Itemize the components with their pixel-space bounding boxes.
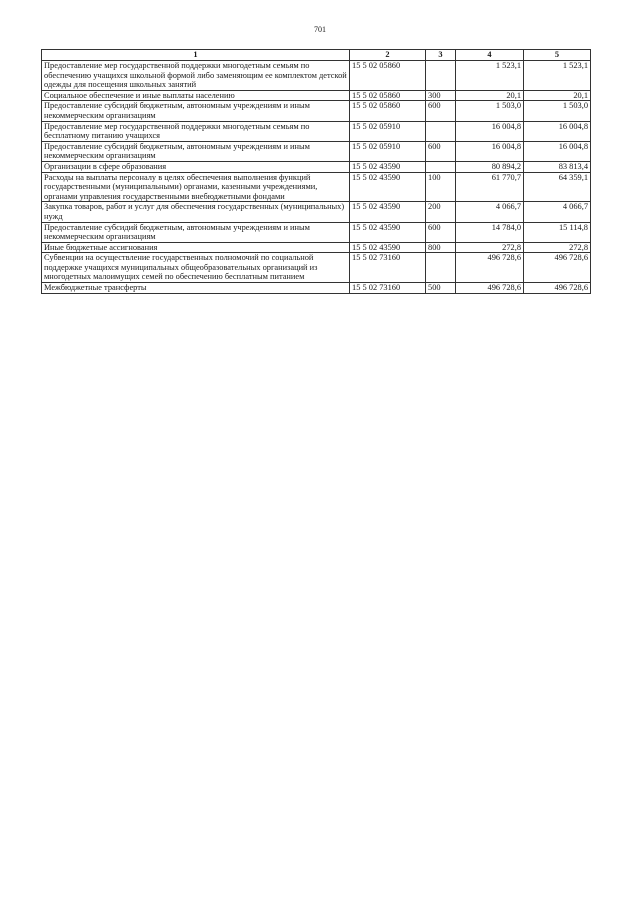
row-value-2: 1 503,0 bbox=[524, 101, 591, 121]
row-code: 15 5 02 73160 bbox=[350, 253, 426, 283]
row-value-1: 16 004,8 bbox=[456, 121, 524, 141]
row-name: Предоставление субсидий бюджетным, автономным учреждениям и иным некоммерческим организациям bbox=[42, 141, 350, 161]
row-code: 15 5 02 05910 bbox=[350, 141, 426, 161]
table-row bbox=[42, 283, 591, 294]
row-type bbox=[426, 161, 456, 172]
row-value-2: 64 359,1 bbox=[524, 172, 591, 202]
row-type: 200 bbox=[426, 202, 456, 222]
row-value-2: 83 813,4 bbox=[524, 161, 591, 172]
header-row bbox=[42, 50, 591, 61]
row-value-2: 496 728,6 bbox=[524, 253, 591, 283]
row-type: 600 bbox=[426, 101, 456, 121]
row-name: Межбюджетные трансферты bbox=[42, 283, 350, 294]
row-name: Социальное обеспечение и иные выплаты населению bbox=[42, 90, 350, 101]
table-row bbox=[42, 222, 591, 242]
row-name: Предоставление субсидий бюджетным, автономным учреждениям и иным некоммерческим организациям bbox=[42, 101, 350, 121]
row-code: 15 5 02 43590 bbox=[350, 242, 426, 253]
row-type bbox=[426, 253, 456, 283]
row-value-1: 80 894,2 bbox=[456, 161, 524, 172]
row-type: 100 bbox=[426, 172, 456, 202]
row-type: 800 bbox=[426, 242, 456, 253]
row-value-2: 4 066,7 bbox=[524, 202, 591, 222]
row-name: Субвенции на осуществление государственных полномочий по социальной поддержке учащихся муниципальных общеобразовательных организаций из многодетных малоимущих семей по обеспечению бесплатным питанием bbox=[42, 253, 350, 283]
row-name: Предоставление субсидий бюджетным, автономным учреждениям и иным некоммерческим организациям bbox=[42, 222, 350, 242]
row-value-1: 20,1 bbox=[456, 90, 524, 101]
row-name: Организации в сфере образования bbox=[42, 161, 350, 172]
table-row bbox=[42, 242, 591, 253]
table-row bbox=[42, 90, 591, 101]
table-row bbox=[42, 172, 591, 202]
budget-table bbox=[41, 49, 591, 294]
row-value-1: 14 784,0 bbox=[456, 222, 524, 242]
table-row bbox=[42, 121, 591, 141]
row-code: 15 5 02 43590 bbox=[350, 161, 426, 172]
table-row bbox=[42, 61, 591, 91]
header-col-2: 2 bbox=[350, 50, 426, 61]
row-value-2: 20,1 bbox=[524, 90, 591, 101]
row-value-1: 272,8 bbox=[456, 242, 524, 253]
page-number: 701 bbox=[314, 25, 326, 34]
row-name: Закупка товаров, работ и услуг для обеспечения государственных (муниципальных) нужд bbox=[42, 202, 350, 222]
header-col-5: 5 bbox=[524, 50, 591, 61]
row-name: Предоставление мер государственной поддержки многодетным семьям по бесплатному питанию учащихся bbox=[42, 121, 350, 141]
row-code: 15 5 02 05860 bbox=[350, 101, 426, 121]
row-code: 15 5 02 05860 bbox=[350, 61, 426, 91]
header-col-3: 3 bbox=[426, 50, 456, 61]
row-code: 15 5 02 05860 bbox=[350, 90, 426, 101]
header-col-4: 4 bbox=[456, 50, 524, 61]
row-type: 600 bbox=[426, 222, 456, 242]
row-value-2: 272,8 bbox=[524, 242, 591, 253]
row-code: 15 5 02 05910 bbox=[350, 121, 426, 141]
table-row bbox=[42, 141, 591, 161]
row-value-1: 496 728,6 bbox=[456, 253, 524, 283]
row-type: 500 bbox=[426, 283, 456, 294]
table-row bbox=[42, 202, 591, 222]
row-name: Расходы на выплаты персоналу в целях обеспечения выполнения функций государственными (муниципальными) органами, казенными учреждениями, органами управления государственными внебюджетными фондами bbox=[42, 172, 350, 202]
row-type: 300 bbox=[426, 90, 456, 101]
row-name: Иные бюджетные ассигнования bbox=[42, 242, 350, 253]
row-value-1: 4 066,7 bbox=[456, 202, 524, 222]
row-type: 600 bbox=[426, 141, 456, 161]
row-code: 15 5 02 73160 bbox=[350, 283, 426, 294]
row-code: 15 5 02 43590 bbox=[350, 222, 426, 242]
row-value-1: 496 728,6 bbox=[456, 283, 524, 294]
row-code: 15 5 02 43590 bbox=[350, 172, 426, 202]
row-name: Предоставление мер государственной поддержки многодетным семьям по обеспечению учащихся школьной формой либо заменяющим ее комплектом детской одежды для посещения школьных занятий bbox=[42, 61, 350, 91]
table-row bbox=[42, 101, 591, 121]
row-value-2: 16 004,8 bbox=[524, 141, 591, 161]
row-type bbox=[426, 121, 456, 141]
row-value-2: 1 523,1 bbox=[524, 61, 591, 91]
row-code: 15 5 02 43590 bbox=[350, 202, 426, 222]
row-value-2: 496 728,6 bbox=[524, 283, 591, 294]
header-col-1: 1 bbox=[42, 50, 350, 61]
row-value-1: 1 503,0 bbox=[456, 101, 524, 121]
row-value-2: 16 004,8 bbox=[524, 121, 591, 141]
row-type bbox=[426, 61, 456, 91]
row-value-1: 16 004,8 bbox=[456, 141, 524, 161]
row-value-1: 1 523,1 bbox=[456, 61, 524, 91]
table-row bbox=[42, 161, 591, 172]
row-value-1: 61 770,7 bbox=[456, 172, 524, 202]
row-value-2: 15 114,8 bbox=[524, 222, 591, 242]
table-row bbox=[42, 253, 591, 283]
